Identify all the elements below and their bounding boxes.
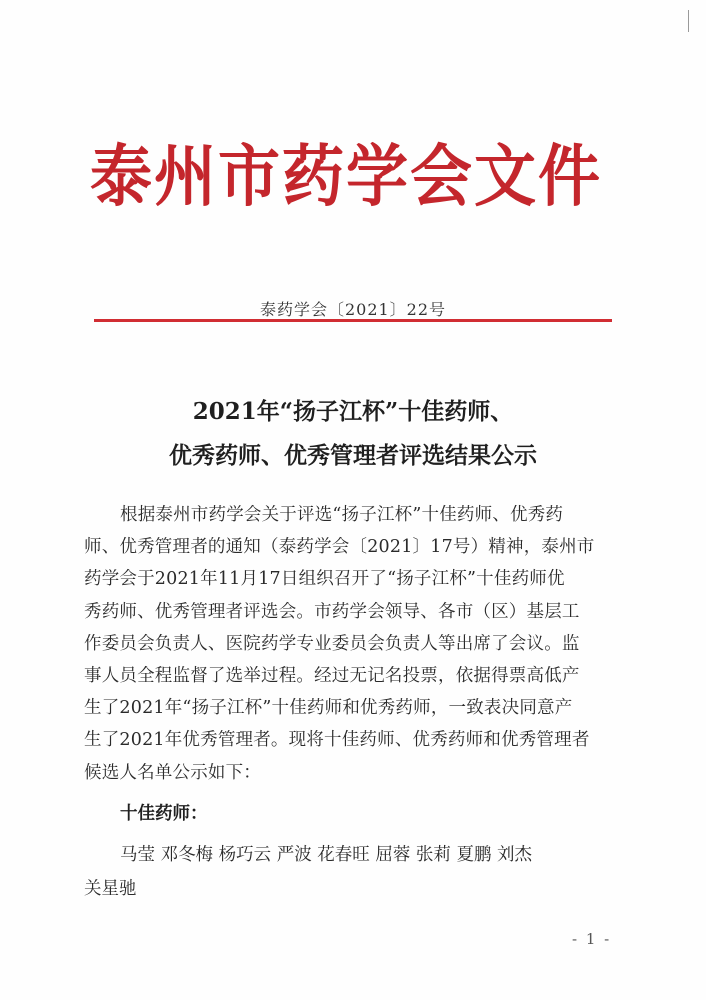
- document-body: [84, 499, 624, 789]
- body-line: 事人员全程监督了选举过程。经过无记名投票，依据得票高低产: [84, 666, 580, 687]
- body-line: 候选人名单公示如下：: [84, 762, 261, 783]
- body-line: 作委员会负责人、医院药学专业委员会负责人等出席了会议。监: [84, 633, 580, 654]
- body-line: 秀药师、优秀管理者评选会。市药学会领导、各市（区）基层工: [84, 601, 580, 622]
- section-heading-top-ten: 十佳药师：: [120, 804, 208, 824]
- document-title-line: 优秀药师、优秀管理者评选结果公示: [169, 442, 537, 469]
- names-line: 马莹 邓冬梅 杨巧云 严波 花春旺 屈蓉 张莉 夏鹏 刘杰: [120, 845, 533, 865]
- body-line: 生了2021年“扬子江杯”十佳药师和优秀药师，一致表决同意产: [84, 698, 573, 719]
- document-title: [0, 390, 706, 478]
- body-line: 师、优秀管理者的通知（泰药学会〔2021〕17号）精神，泰州市: [84, 537, 595, 558]
- body-line: 根据泰州市药学会关于评选“扬子江杯”十佳药师、优秀药: [120, 505, 564, 525]
- page-number: - 1 -: [572, 930, 612, 948]
- scan-corner-mark: [688, 10, 697, 32]
- names-list: [84, 838, 644, 906]
- document-header-title: 泰州市药学会文件: [90, 136, 603, 216]
- names-line: 关星驰: [84, 879, 137, 899]
- header-red-rule: [94, 319, 612, 322]
- body-line: 生了2021年优秀管理者。现将十佳药师、优秀药师和优秀管理者: [84, 730, 590, 751]
- document-title-line: 2021年“扬子江杯”十佳药师、: [192, 398, 514, 425]
- document-number: 泰药学会〔2021〕22号: [259, 300, 447, 319]
- body-line: 药学会于2021年11月17日组织召开了“扬子江杯”十佳药师优: [84, 569, 565, 590]
